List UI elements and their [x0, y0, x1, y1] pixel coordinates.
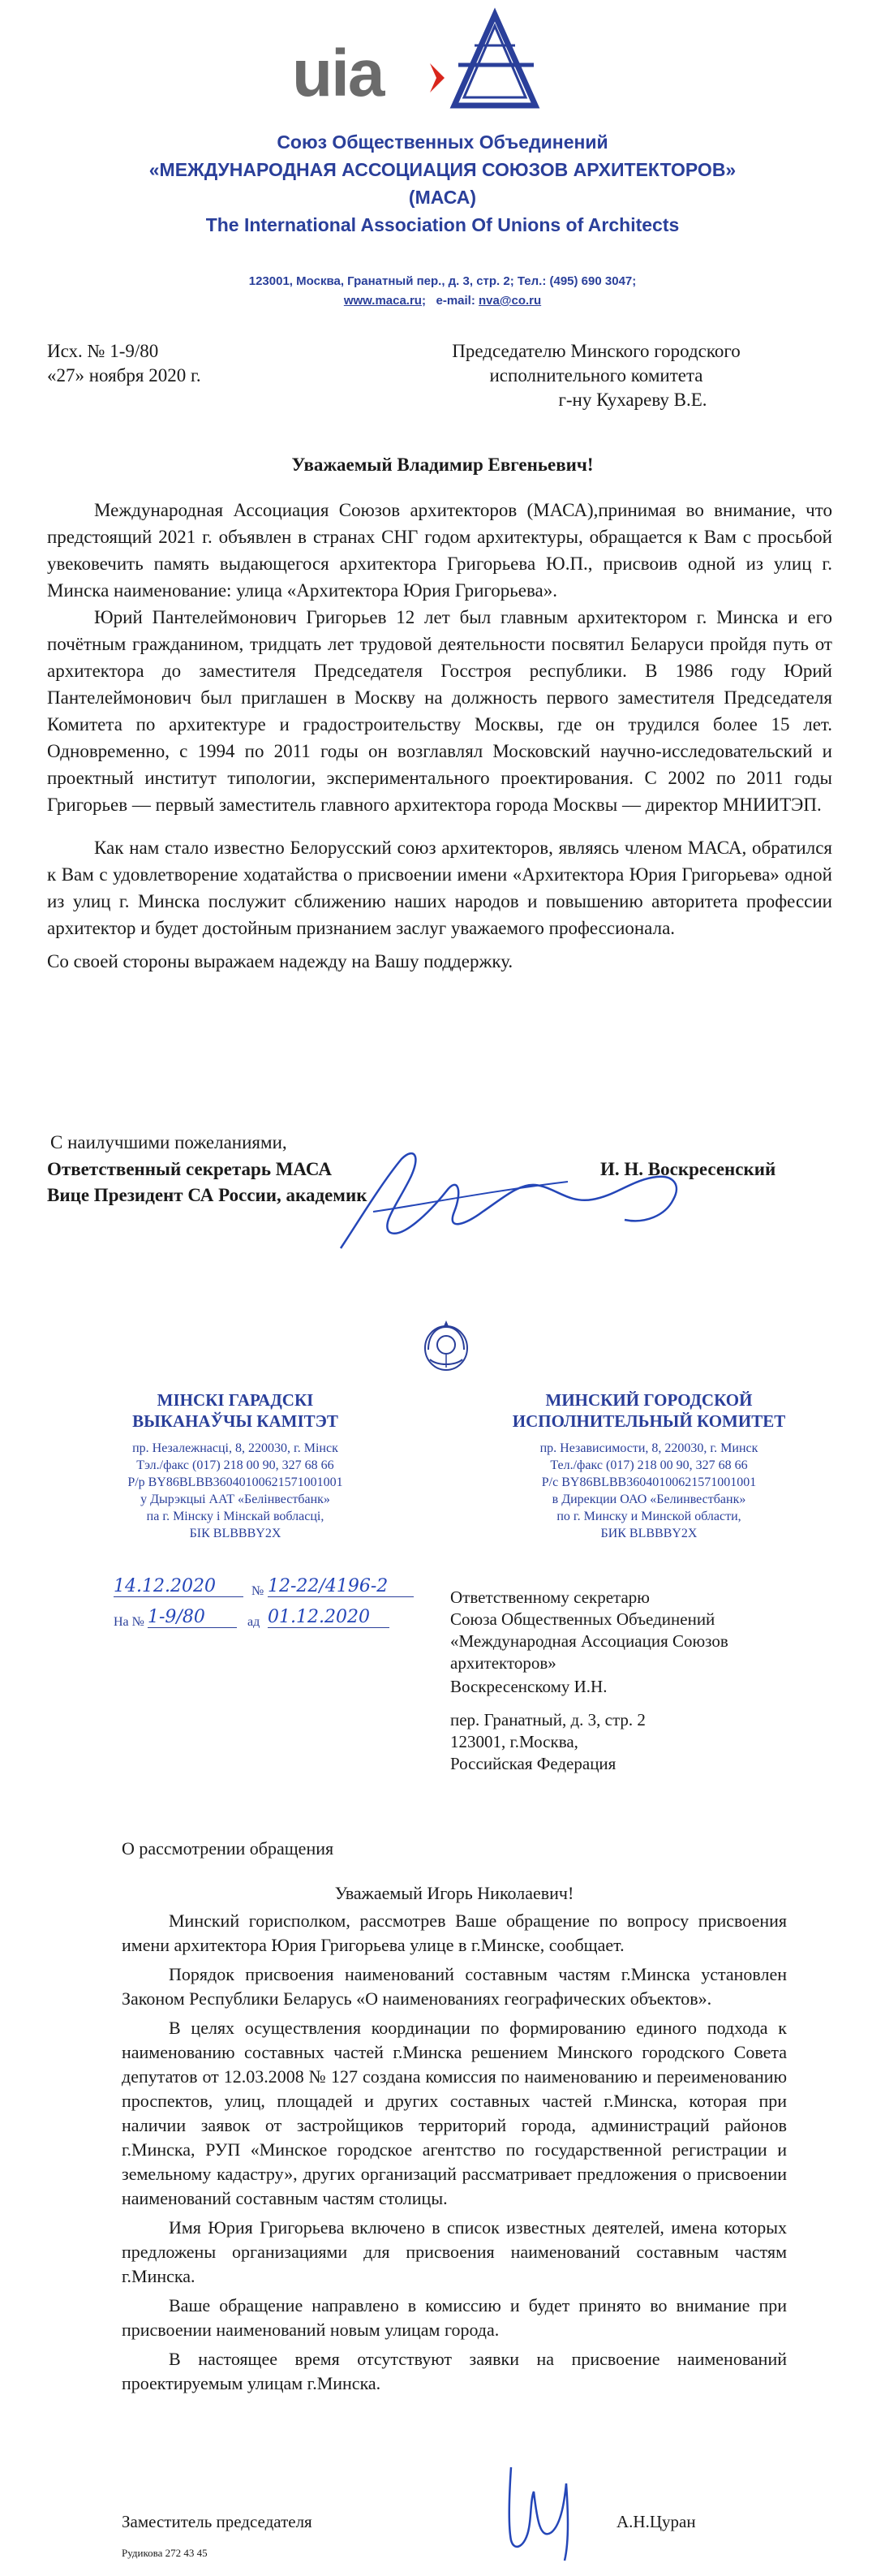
right-bank-2: по г. Минску и Минской области,	[556, 1510, 741, 1523]
letter2-paragraph: В настоящее время отсутствуют заявки на присвоение наименований проектируемым улицам г.Минска.	[122, 2349, 787, 2393]
right-address: пр. Независимости, 8, 220030, г. Минск	[539, 1441, 758, 1455]
letter2-subject: О рассмотрении обращения	[122, 1838, 334, 1859]
letter1-paragraph: Международная Ассоциация Союзов архитекторов (МАСА),принимая во внимание, что предстоящий 2021 г. объявлен в странах СНГ годом архитектуры, обращается к Вам с просьбой увековечить память выдающегося архитектора Григорьева Ю.П., присвоив одной из улиц г. Минска наименование: улица «Архитектора Юрия Григорьева».	[47, 500, 832, 601]
addressee2-address-3: Российская Федерация	[450, 1754, 616, 1773]
right-account: Р/с BY86BLBB36040100621571001001	[541, 1475, 757, 1489]
org-name-line2: «МЕЖДУНАРОДНАЯ АССОЦИАЦИЯ СОЮЗОВ АРХИТЕКТОРОВ»	[148, 159, 737, 180]
maca-logo	[292, 6, 600, 114]
left-bank-2: па г. Мінску і Мінскай вобласці,	[146, 1510, 324, 1523]
on-number: 1-9/80	[148, 1607, 237, 1628]
salutation-2: Уважаемый Игорь Николаевич!	[334, 1883, 574, 1903]
executor: Рудикова 272 43 45	[122, 2547, 208, 2559]
signer-title-1: Ответственный секретарь МАСА	[47, 1159, 332, 1179]
addressee2-line5: Воскресенскому И.Н.	[450, 1677, 608, 1696]
belarus-emblem-icon	[422, 1319, 470, 1372]
ref-block	[47, 339, 201, 388]
addressee-line2: исполнительного комитета	[489, 365, 703, 386]
on-date-label: ад	[247, 1615, 260, 1629]
org-name-english: The International Association Of Unions of Architects	[205, 214, 680, 235]
signer2-title: Заместитель председателя	[122, 2512, 312, 2531]
left-title-1: МІНСКІ ГАРАДСКІ	[157, 1390, 314, 1410]
signer-name: И. Н. Воскресенский	[600, 1159, 776, 1179]
addressee2-line2: Союза Общественных Объединений	[450, 1609, 715, 1629]
signature-2-icon	[487, 2451, 592, 2565]
right-phone: Тел./факс (017) 218 00 90, 327 68 66	[550, 1458, 748, 1472]
left-account: Р/р BY86BLBB36040100621571001001	[127, 1475, 343, 1489]
left-bic: БІК BLBBBY2X	[189, 1527, 281, 1540]
letter2-addressee	[450, 1587, 728, 1775]
left-title-2: ВЫКАНАЎЧЫ КАМІТЭТ	[132, 1411, 338, 1431]
salutation-1: Уважаемый Владимир Евгеньевич!	[291, 454, 594, 475]
logo-text: uia	[292, 37, 384, 110]
letter2-paragraph: Имя Юрия Григорьева включено в список известных деятелей, имена которых предложены организациями для присвоения наименований составным частям г.Минска.	[122, 2217, 787, 2286]
addressee-line3: г-ну Кухареву В.Е.	[558, 390, 707, 410]
left-letterhead	[73, 1389, 397, 1542]
left-address: пр. Незалежнасці, 8, 220030, г. Мінск	[132, 1441, 338, 1455]
on-no-label: На №	[114, 1615, 144, 1629]
on-date: 01.12.2020	[268, 1607, 389, 1628]
org-address: 123001, Москва, Гранатный пер., д. 3, стр. 2; Тел.: (495) 690 3047;	[248, 274, 637, 288]
right-bic: БИК BLBBBY2X	[600, 1527, 698, 1540]
addressee2-line1: Ответственному секретарю	[450, 1587, 650, 1607]
letter2-paragraph: Ваше обращение направлено в комиссию и будет принято во внимание при присвоении наименований новым улицам города.	[122, 2295, 787, 2340]
right-title-2: ИСПОЛНИТЕЛЬНЫЙ КОМИТЕТ	[512, 1411, 786, 1431]
ref-number: Исх. № 1-9/80	[47, 341, 159, 361]
addressee-block	[406, 339, 787, 412]
letter2-paragraph: Минский горисполком, рассмотрев Ваше обращение по вопросу присвоения имени архитектора Юрия Григорьева улице в г.Минске, сообщает.	[122, 1910, 787, 1955]
ref-date: «27» ноября 2020 г.	[47, 365, 201, 386]
reg-no-label: №	[251, 1584, 264, 1598]
addressee2-line3: «Международная Ассоциация Союзов	[450, 1631, 728, 1651]
letter1-paragraph: Как нам стало известно Белорусский союз архитекторов, являясь членом МАСА, обратился к Вам с удовлетворение ходатайства о присвоении имени «Архитектора Юрия Григорьева» одной из улиц г. Минска послужит сближению наших народов и повышению авторитета профессии архитектор и будет достойным признанием заслуг уважаемого профессионала.	[47, 838, 832, 938]
closing: С наилучшими пожеланиями,	[50, 1132, 287, 1152]
left-bank-1: у Дырэкцыі ААТ «Белінвестбанк»	[140, 1493, 330, 1506]
letter1-body	[47, 497, 832, 975]
signer2-name: А.Н.Цуран	[616, 2512, 696, 2531]
email-link[interactable]: nva@co.ru	[479, 294, 542, 308]
addressee2-line4: архитекторов»	[450, 1653, 556, 1673]
reg-number: 12-22/4196-2	[268, 1576, 414, 1597]
right-bank-1: в Дирекции ОАО «Белинвестбанк»	[552, 1493, 746, 1506]
website-link[interactable]: www.maca.ru	[343, 294, 422, 308]
reg-date: 14.12.2020	[114, 1576, 243, 1597]
addressee2-address-2: 123001, г.Москва,	[450, 1732, 578, 1751]
addressee-line1: Председателю Минского городского	[452, 341, 741, 361]
letter2-paragraph: В целях осуществления координации по формированию единого подхода к наименованию составных частей г.Минска решением Минского городского Совета депутатов от 12.03.2008 № 127 создана комиссия по наименованию и переименованию проспектов, улиц, площадей и других составных частей г.Минска, которая при наличии заявок от застройщиков территорий города, администраций районов г.Минска, РУП «Минское городское агентство по государственной регистрации и земельному кадастру», других организаций рассматривает предложения о присвоении наименований составным частям столицы.	[122, 2018, 787, 2208]
left-phone: Тэл./факс (017) 218 00 90, 327 68 66	[136, 1458, 334, 1472]
letter1-paragraph: Юрий Пантелеймонович Григорьев 12 лет был главным архитектором г. Минска и его почётным гражданином, тридцать лет трудовой деятельности посвятил Беларуси пройдя путь от архитектора до заместителя Председателя Госстроя республики. В 1986 году Юрий Пантелеймонович был приглашен в Москву на должность первого заместителя Председателя Комитета по архитектуре и градостроительству Москвы, где он трудился более 15 лет. Одновременно, с 1994 по 2011 годы он возглавлял Московский научно-исследовательский и проектный институт типологии, экспериментального проектирования. С 2002 по 2011 годы Григорьев — первый заместитель главного архитектора города Москвы — директор МНИИТЭП.	[47, 607, 832, 815]
letter2-paragraph: Порядок присвоения наименований составным частям г.Минска установлен Законом Республики Беларусь «О наименованиях географических объектов».	[122, 1964, 787, 2009]
org-name-line3: (МАСА)	[408, 187, 477, 208]
addressee2-address-1: пер. Гранатный, д. 3, стр. 2	[450, 1710, 646, 1730]
email-label: e-mail:	[436, 294, 475, 308]
signer-title-2: Вице Президент СА России, академик	[47, 1185, 367, 1205]
signature-icon	[324, 1135, 714, 1264]
org-name-line1: Союз Общественных Объединений	[277, 131, 608, 153]
right-title-1: МИНСКИЙ ГОРОДСКОЙ	[545, 1390, 753, 1410]
registration-block	[114, 1574, 422, 1633]
letter1-paragraph: Со своей стороны выражаем надежду на Вашу поддержку.	[47, 951, 513, 971]
right-letterhead	[487, 1389, 811, 1542]
org-contacts: www.maca.ru; e-mail: nva@co.ru	[343, 294, 542, 308]
letter2-body	[122, 1909, 787, 2396]
